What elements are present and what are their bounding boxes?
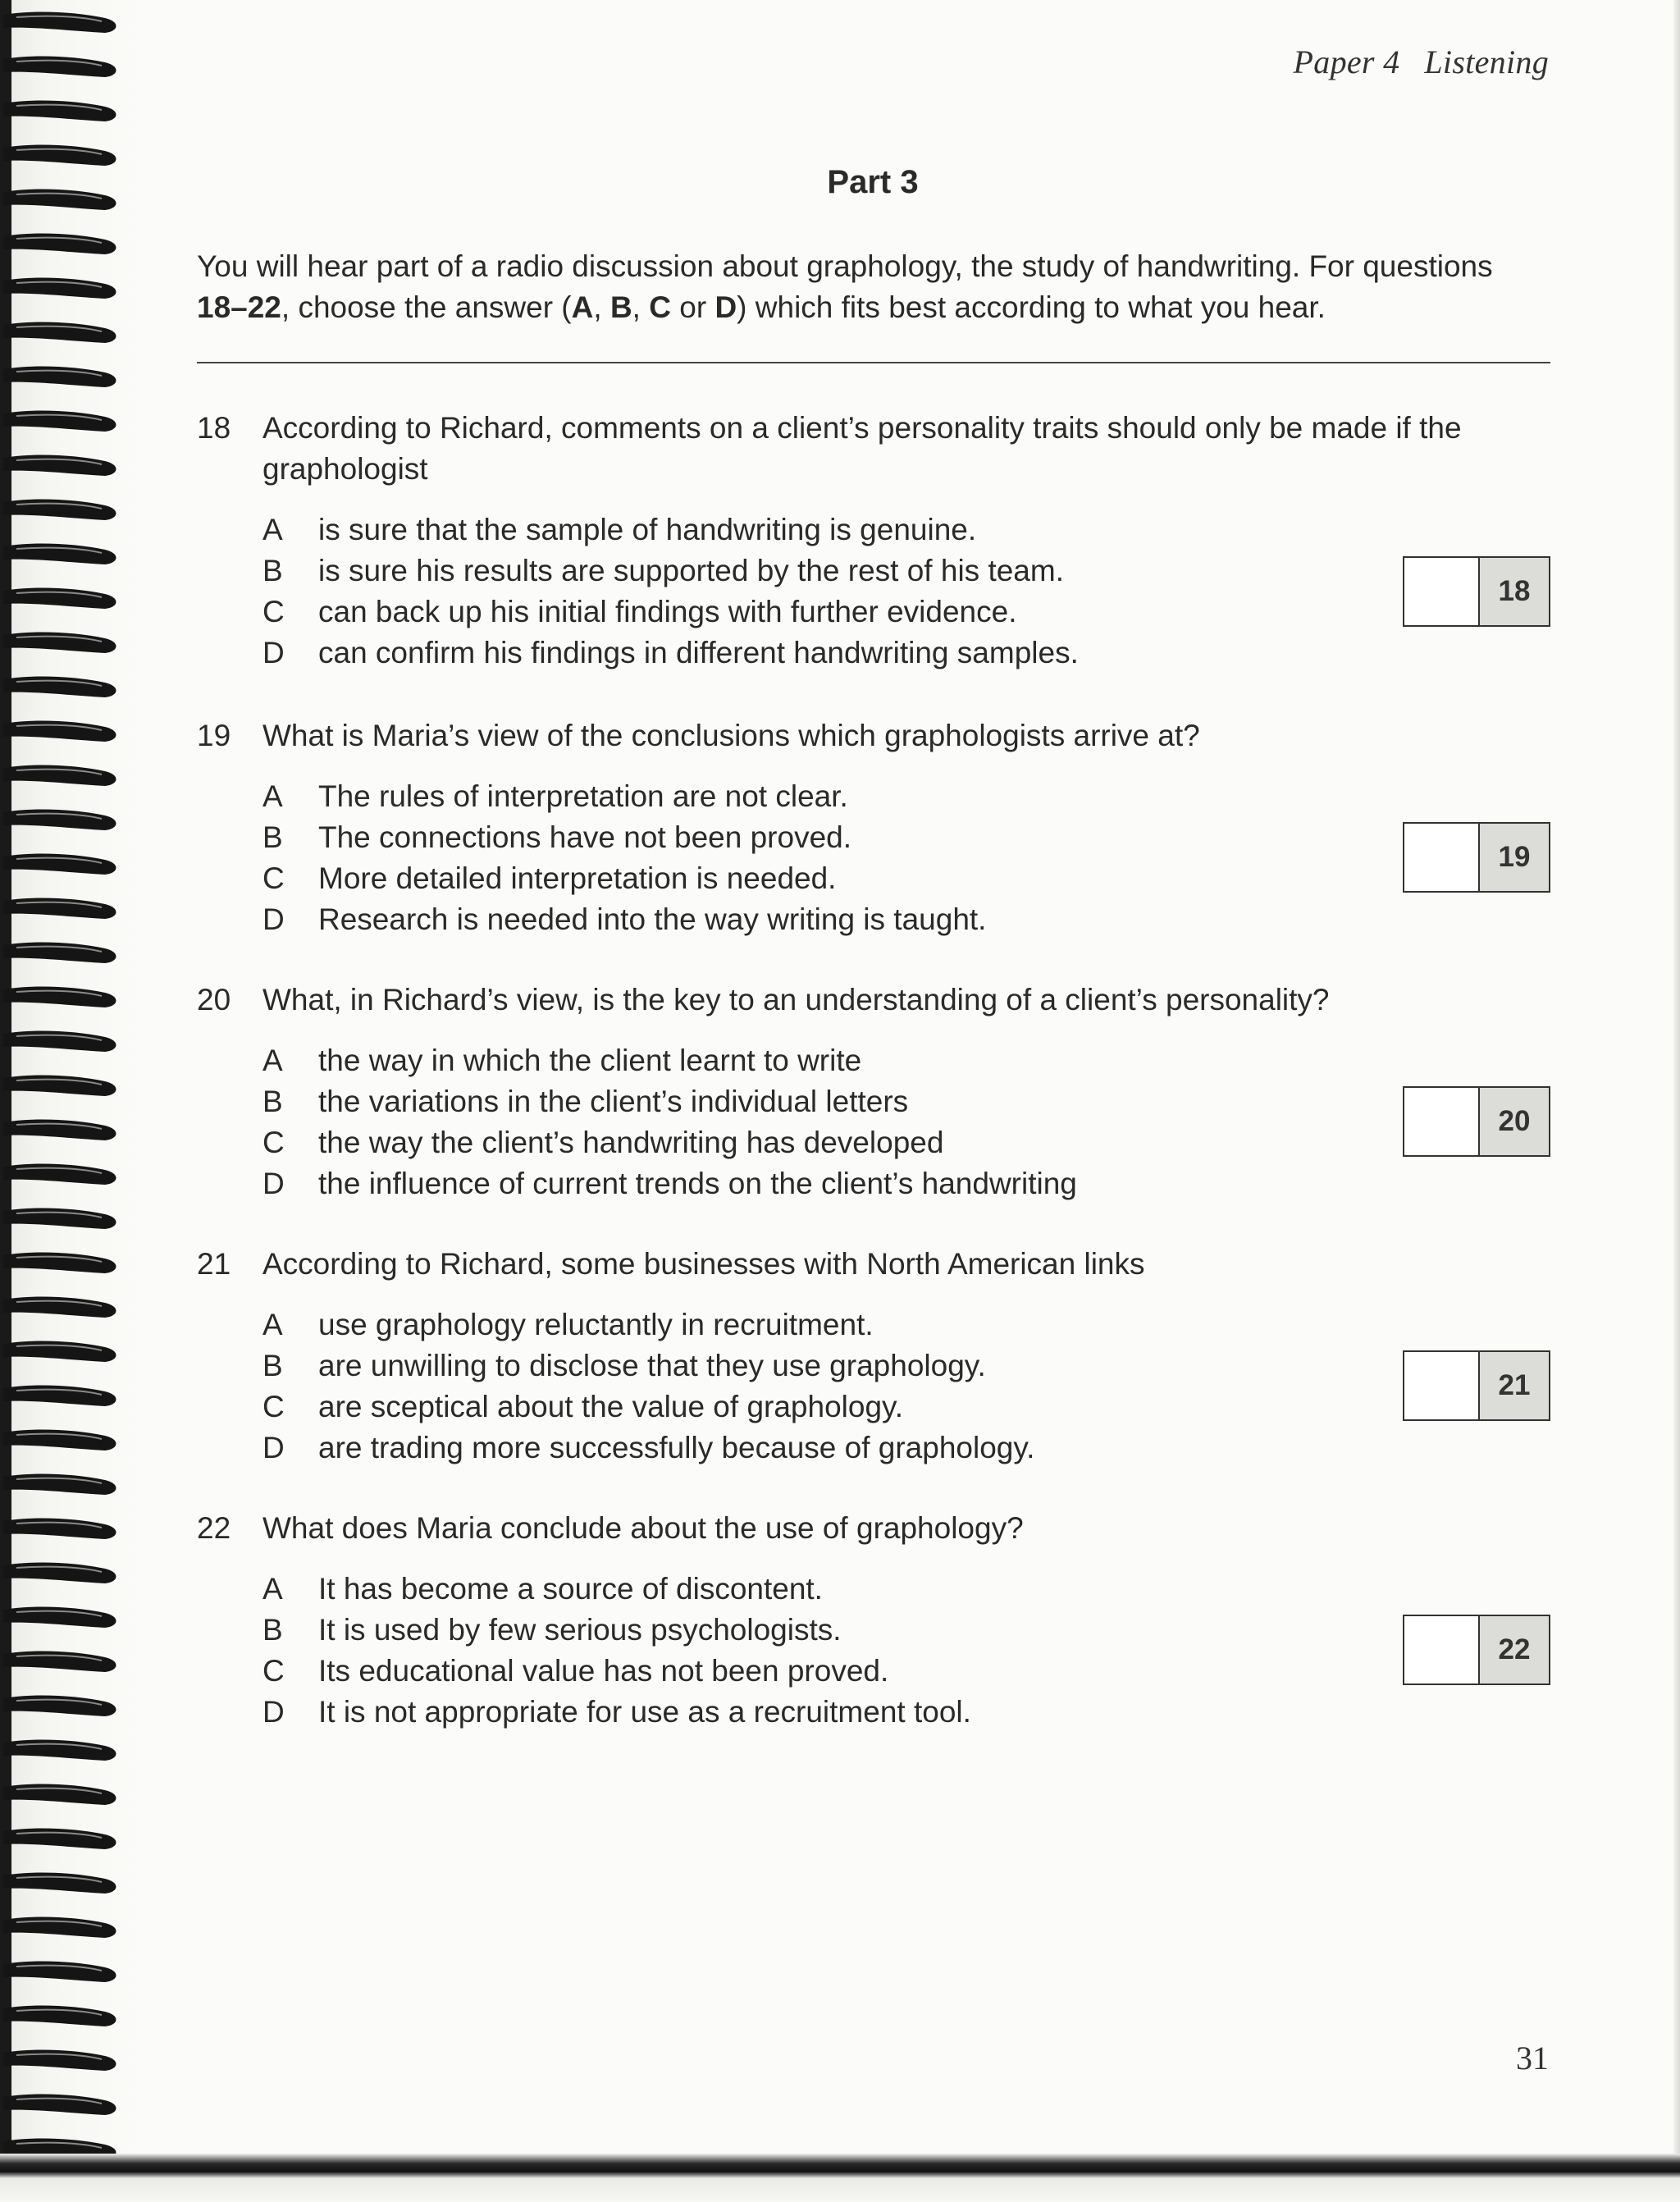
option-text: can confirm his findings in different handwriting samples. xyxy=(318,636,1079,669)
question-text: According to Richard, comments on a client’s personality traits should only be made if the graphologist xyxy=(262,411,1462,486)
binding-coil xyxy=(3,455,116,476)
option-a xyxy=(262,776,1550,817)
question-22 xyxy=(197,1508,1550,1733)
option-d xyxy=(262,1692,1550,1733)
binding-coil xyxy=(3,1740,116,1761)
option-text: is sure that the sample of handwriting is genuine. xyxy=(318,513,977,546)
option-text: the way the client’s handwriting has developed xyxy=(318,1126,944,1159)
binding-coil xyxy=(3,810,116,830)
option-text: the way in which the client learnt to write xyxy=(318,1044,862,1077)
binding-coil xyxy=(3,1829,116,1849)
option-letter: D xyxy=(262,1431,285,1464)
option-letter: A xyxy=(262,1044,283,1077)
option-letter: D xyxy=(262,1167,285,1200)
option-a xyxy=(262,1040,1550,1081)
option-c xyxy=(262,1651,1550,1692)
binding-coil xyxy=(3,1652,116,1672)
spiral-binding-graphic xyxy=(0,0,144,2202)
binding-coil xyxy=(3,1519,116,1539)
answer-box-18 xyxy=(1403,556,1550,627)
option-letter: A xyxy=(262,779,283,813)
options-list xyxy=(197,776,1550,940)
binding-coil xyxy=(3,278,116,299)
option-text: use graphology reluctantly in recruitment. xyxy=(318,1308,874,1341)
instructions-letter-b: B xyxy=(609,290,632,324)
binding-coil xyxy=(3,411,116,432)
instructions-or: or xyxy=(670,290,715,324)
binding-coil xyxy=(3,1607,116,1628)
option-text: The rules of interpretation are not clear. xyxy=(318,779,848,813)
option-letter: B xyxy=(262,1613,283,1647)
option-text: Research is needed into the way writing is taught. xyxy=(318,902,987,936)
answer-box-number: 19 xyxy=(1480,824,1549,891)
answer-box-number: 20 xyxy=(1480,1088,1549,1155)
option-text: The connections have not been proved. xyxy=(318,820,852,854)
answer-box-number: 22 xyxy=(1480,1616,1549,1683)
binding-coil xyxy=(3,57,116,77)
divider-rule xyxy=(197,362,1550,363)
instructions-text-1: You will hear part of a radio discussion about graphology, the study of handwriting. For questions xyxy=(197,249,1493,283)
option-letter: A xyxy=(262,1308,283,1341)
binding-coil xyxy=(3,101,116,121)
page-right-edge xyxy=(1673,0,1680,2202)
option-text: are sceptical about the value of graphology. xyxy=(318,1390,904,1423)
question-18 xyxy=(197,408,1550,674)
options-list xyxy=(197,1569,1550,1733)
question-20 xyxy=(197,980,1550,1204)
binding-coil xyxy=(3,1474,116,1495)
option-text: the influence of current trends on the client’s handwriting xyxy=(318,1167,1077,1200)
binding-coil xyxy=(3,500,116,520)
binding-coil xyxy=(3,234,116,254)
question-stem xyxy=(197,1508,1550,1549)
option-d xyxy=(262,1163,1550,1204)
option-letter: C xyxy=(262,861,285,895)
instructions-question-range: 18–22 xyxy=(197,290,281,324)
answer-blank-field[interactable] xyxy=(1404,1352,1480,1419)
option-text: are trading more successfully because of graphology. xyxy=(318,1431,1035,1464)
instructions-comma-2: , xyxy=(632,290,650,324)
option-letter: B xyxy=(262,820,283,854)
binding-coil xyxy=(3,765,116,786)
binding-coil xyxy=(3,12,116,33)
binding-coil xyxy=(3,1297,116,1318)
binding-coil xyxy=(3,1208,116,1229)
option-c xyxy=(262,1122,1550,1163)
question-text: What, in Richard’s view, is the key to an understanding of a client’s personality? xyxy=(262,983,1330,1016)
options-list xyxy=(197,509,1550,674)
binding-coil xyxy=(3,544,116,564)
option-text: Its educational value has not been proved. xyxy=(318,1654,889,1688)
question-number: 22 xyxy=(197,1511,231,1545)
question-number: 20 xyxy=(197,983,231,1016)
option-letter: B xyxy=(262,1085,283,1118)
binding-coil xyxy=(3,1076,116,1096)
binding-coil xyxy=(3,633,116,653)
binding-coil xyxy=(3,588,116,609)
question-number: 21 xyxy=(197,1247,231,1281)
option-letter: D xyxy=(262,1695,285,1729)
binding-coil xyxy=(3,1341,116,1362)
option-c xyxy=(262,1387,1550,1428)
answer-box-19 xyxy=(1403,822,1550,893)
option-d xyxy=(262,633,1550,674)
binding-coil xyxy=(3,1873,116,1894)
instructions-text-3: ) which fits best according to what you hear. xyxy=(737,290,1326,324)
answer-blank-field[interactable] xyxy=(1404,1088,1480,1155)
page-number: 31 xyxy=(1516,2040,1549,2076)
option-d xyxy=(262,899,1550,940)
answer-box-number: 18 xyxy=(1480,558,1549,625)
binding-coil xyxy=(3,1386,116,1406)
binding-coil xyxy=(3,1253,116,1273)
option-c xyxy=(262,592,1550,633)
option-letter: A xyxy=(262,513,283,546)
answer-blank-field[interactable] xyxy=(1404,1616,1480,1683)
binding-coil xyxy=(3,1962,116,1982)
question-text: According to Richard, some businesses with North American links xyxy=(262,1247,1145,1281)
question-text: What does Maria conclude about the use of graphology? xyxy=(262,1511,1024,1545)
binding-coil xyxy=(3,1031,116,1052)
instructions-letter-a: A xyxy=(571,290,594,324)
binding-coil xyxy=(3,677,116,697)
answer-blank-field[interactable] xyxy=(1404,824,1480,891)
option-letter: C xyxy=(262,1390,285,1423)
option-text: are unwilling to disclose that they use graphology. xyxy=(318,1349,986,1382)
binding-coil xyxy=(3,322,116,343)
option-b xyxy=(262,1610,1550,1651)
option-b xyxy=(262,817,1550,858)
question-stem xyxy=(197,1244,1550,1285)
binding-coil xyxy=(3,943,116,963)
binding-coil xyxy=(3,1120,116,1140)
question-number: 19 xyxy=(197,719,231,752)
option-letter: C xyxy=(262,1126,285,1159)
option-letter: C xyxy=(262,595,285,628)
running-head xyxy=(1294,43,1549,81)
question-number: 18 xyxy=(197,411,231,445)
option-a xyxy=(262,1569,1550,1610)
instructions-letter-d: D xyxy=(714,290,737,324)
option-b xyxy=(262,550,1550,592)
binding-coil xyxy=(3,1430,116,1450)
options-list xyxy=(197,1040,1550,1204)
binding-coil xyxy=(3,854,116,875)
binding-coil xyxy=(3,1784,116,1805)
spiral-binding xyxy=(0,0,144,2202)
binding-coil xyxy=(3,2050,116,2071)
option-b xyxy=(262,1081,1550,1122)
option-letter: D xyxy=(262,636,285,669)
page-bottom-edge xyxy=(0,2154,1680,2202)
binding-coil xyxy=(3,1164,116,1185)
option-b xyxy=(262,1345,1550,1387)
option-c xyxy=(262,858,1550,899)
binding-coil xyxy=(3,367,116,387)
question-text: What is Maria’s view of the conclusions which graphologists arrive at? xyxy=(262,719,1200,752)
instructions-letter-c: C xyxy=(649,290,671,324)
binding-coil xyxy=(3,1563,116,1583)
binding-coil xyxy=(3,2095,116,2115)
option-letter: B xyxy=(262,1349,283,1382)
instructions xyxy=(197,246,1550,328)
option-letter: D xyxy=(262,902,285,936)
running-head-paper: Paper 4 xyxy=(1293,43,1400,80)
answer-box-number: 21 xyxy=(1480,1352,1549,1419)
question-stem xyxy=(197,980,1550,1021)
part-title: Part 3 xyxy=(827,164,919,200)
instructions-comma-1: , xyxy=(593,290,610,324)
instructions-text-2: , choose the answer ( xyxy=(281,290,572,324)
question-21 xyxy=(197,1244,1550,1469)
answer-box-22 xyxy=(1403,1615,1550,1685)
binding-coil xyxy=(3,1696,116,1716)
answer-blank-field[interactable] xyxy=(1404,558,1480,625)
option-text: the variations in the client’s individual letters xyxy=(318,1085,909,1118)
option-text: More detailed interpretation is needed. xyxy=(318,861,837,895)
binding-coil xyxy=(3,2006,116,2026)
running-head-section: Listening xyxy=(1424,43,1549,80)
option-a xyxy=(262,1304,1550,1345)
option-a xyxy=(262,509,1550,550)
binding-coil xyxy=(3,987,116,1007)
option-text: can back up his initial findings with further evidence. xyxy=(318,595,1017,628)
question-stem xyxy=(197,715,1550,756)
option-letter: A xyxy=(262,1572,283,1606)
binding-coil xyxy=(3,145,116,166)
option-text: It is not appropriate for use as a recruitment tool. xyxy=(318,1695,971,1729)
option-d xyxy=(262,1428,1550,1469)
question-19 xyxy=(197,715,1550,940)
binding-coil xyxy=(3,721,116,742)
option-text: is sure his results are supported by the rest of his team. xyxy=(318,554,1064,587)
options-list xyxy=(197,1304,1550,1469)
binding-coil xyxy=(3,1917,116,1938)
option-text: It is used by few serious psychologists. xyxy=(318,1613,842,1647)
option-letter: B xyxy=(262,554,283,587)
answer-box-21 xyxy=(1403,1350,1550,1421)
option-letter: C xyxy=(262,1654,285,1688)
question-stem xyxy=(197,408,1550,490)
option-text: It has become a source of discontent. xyxy=(318,1572,823,1606)
binding-coil xyxy=(3,898,116,919)
answer-box-20 xyxy=(1403,1086,1550,1157)
